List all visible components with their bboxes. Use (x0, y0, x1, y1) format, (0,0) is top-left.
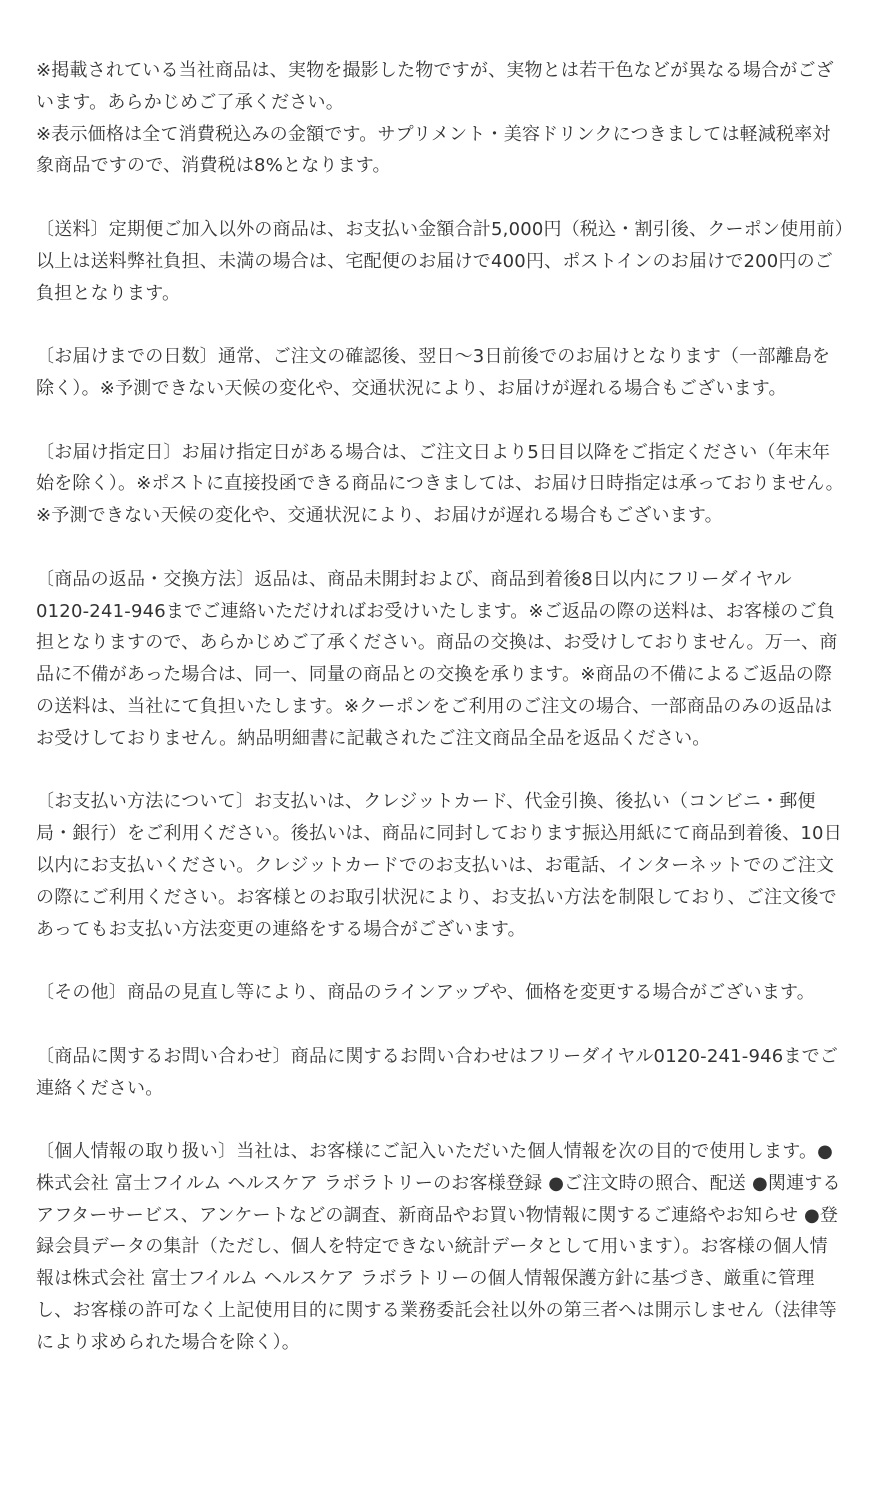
spacer (36, 405, 844, 437)
note-privacy: 〔個人情報の取り扱い〕当社は、お客様にご記入いただいた個人情報を次の目的で使用します。●株式会社 富士フイルム ヘルスケア ラボラトリーのお客様登録 ●ご注文時の照合、配送 ●関連するアフターサービス、アンケートなどの調査、新商品やお買い物情報に関するご連絡やお知らせ ●登録会員データの集計（ただし、個人を特定できない統計データとして用います）。お客様の個人情報は株式会社 富士フイルム ヘルスケア ラボラトリーの個人情報保護方針に基づき、厳重に管理し、お客様の許可なく上記使用目的に関する業務委託会社以外の第三者へは開示しません（法律等により求められた場合を除く）。 (36, 1141, 841, 1353)
spacer (36, 309, 844, 341)
note-shipping: 〔送料〕定期便ご加入以外の商品は、お支払い金額合計5,000円（税込・割引後、クーポン使用前）以上は送料弊社負担、未満の場合は、宅配便のお届けで400円、ポストインのお届けで200円のご負担となります。 (36, 218, 844, 304)
spacer (36, 945, 844, 977)
spacer (36, 1104, 844, 1136)
spacer (36, 182, 844, 214)
note-tax: ※表示価格は全て消費税込みの金額です。サプリメント・美容ドリンクにつきましては軽減税率対象商品ですので、消費税は8%となります。 (36, 123, 831, 177)
spacer (36, 532, 844, 564)
note-delivery-days: 〔お届けまでの日数〕通常、ご注文の確認後、翌日〜3日前後でのお届けとなります（一部離島を除く）。※予測できない天候の変化や、交通状況により、お届けが遅れる場合もございます。 (36, 346, 831, 399)
note-payment: 〔お支払い方法について〕お支払いは、クレジットカード、代金引換、後払い（コンビニ・郵便局・銀行）をご利用ください。後払いは、商品に同封しております振込用紙にて商品到着後、10日以内にお支払いください。クレジットカードでのお支払いは、お電話、インターネットでのご注文の際にご利用ください。お客様とのお取引状況により、お支払い方法を制限しており、ご注文後であってもお支払い方法変更の連絡をする場合がございます。 (36, 791, 842, 940)
note-returns: 〔商品の返品・交換方法〕返品は、商品未開封および、商品到着後8日以内にフリーダイヤル0120-241-946までご連絡いただければお受けいたします。※ご返品の際の送料は、お客様のご負担となりますので、あらかじめご了承ください。商品の交換は、お受けしておりません。万一、商品に不備があった場合は、同一、同量の商品との交換を承ります。※商品の不備によるご返品の際の送料は、当社にて負担いたします。※クーポンをご利用のご注文の場合、一部商品のみの返品はお受けしておりません。納品明細書に記載されたご注文商品全品を返品ください。 (36, 568, 838, 749)
spacer (36, 755, 844, 787)
note-inquiry: 〔商品に関するお問い合わせ〕商品に関するお問い合わせはフリーダイヤル0120-241-946までご連絡ください。 (36, 1045, 839, 1099)
spacer (36, 1009, 844, 1041)
notes-section (36, 55, 844, 1359)
note-other: 〔その他〕商品の見直し等により、商品のラインアップや、価格を変更する場合がございます。 (36, 982, 815, 1004)
note-delivery-date: 〔お届け指定日〕お届け指定日がある場合は、ご注文日より5日目以降をご指定ください（年末年始を除く）。※ポストに直接投函できる商品につきましては、お届け日時指定は承っておりません。※予測できない天候の変化や、交通状況により、お届けが遅れる場合もございます。 (36, 441, 844, 527)
note-product-photo: ※掲載されている当社商品は、実物を撮影した物ですが、実物とは若干色などが異なる場合がございます。あらかじめご了承ください。 (36, 60, 834, 113)
